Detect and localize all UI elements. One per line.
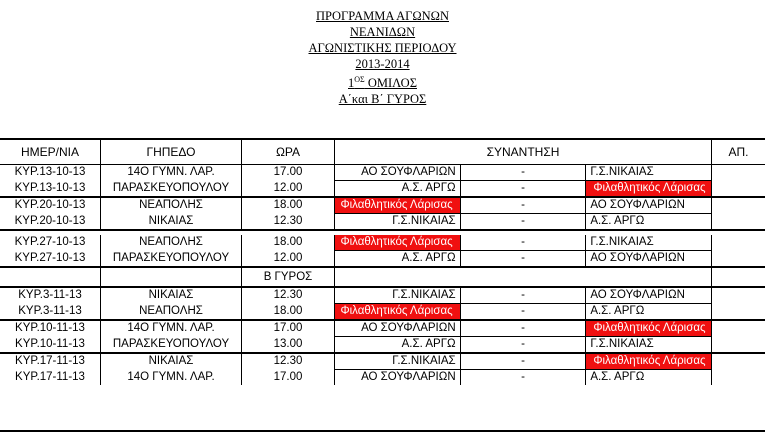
home-team: ΑΟ ΣΟΥΦΛΑΡΙΩΝ [335, 320, 461, 337]
home-team-text: Φιλαθλητικός Λάρισας [337, 199, 455, 211]
match-result [712, 337, 765, 354]
table-row [0, 235, 765, 251]
home-team: Γ.Σ.ΝΙΚΑΙΑΣ [335, 353, 461, 370]
match-separator: - [460, 304, 586, 321]
table-header-row [0, 140, 765, 165]
away-team: Γ.Σ.ΝΙΚΑΙΑΣ [586, 337, 712, 354]
match-time: 13.00 [242, 337, 335, 354]
away-team: Α.Σ. ΑΡΓΩ [586, 304, 712, 321]
away-team: Α.Σ. ΑΡΓΩ [586, 214, 712, 231]
away-team-text: Φιλαθλητικός Λάρισας [590, 322, 708, 334]
table-row [0, 287, 765, 304]
home-team: Α.Σ. ΑΡΓΩ [335, 337, 461, 354]
home-team [335, 304, 461, 321]
match-time: 12.30 [242, 287, 335, 304]
away-team [586, 353, 712, 370]
schedule-table [0, 140, 765, 385]
home-team [335, 197, 461, 214]
match-result [712, 235, 765, 251]
round-b-label: Β ΓΥΡΟΣ [242, 267, 335, 287]
schedule-body [0, 165, 765, 386]
match-date: ΚΥΡ.27-10-13 [0, 251, 101, 268]
match-date: ΚΥΡ.3-11-13 [0, 304, 101, 321]
match-separator: - [460, 197, 586, 214]
match-result [712, 353, 765, 370]
title-line-1: ΠΡΟΓΡΑΜΜΑ ΑΓΩΝΩΝ [0, 8, 765, 24]
match-separator: - [460, 235, 586, 251]
match-time: 18.00 [242, 235, 335, 251]
table-row [0, 165, 765, 181]
match-time: 17.00 [242, 165, 335, 181]
match-venue: ΝΙΚΑΙΑΣ [101, 214, 242, 231]
document-header [0, 8, 765, 107]
match-time: 17.00 [242, 320, 335, 337]
match-date: ΚΥΡ.10-11-13 [0, 337, 101, 354]
col-venue: ΓΗΠΕΔΟ [101, 140, 242, 165]
home-team: ΑΟ ΣΟΥΦΛΑΡΙΩΝ [335, 165, 461, 181]
table-row [0, 181, 765, 198]
match-separator: - [460, 337, 586, 354]
match-separator: - [460, 370, 586, 386]
match-result [712, 251, 765, 268]
match-venue: 14Ο ΓΥΜΝ. ΛΑΡ. [101, 165, 242, 181]
match-venue: ΠΑΡΑΣΚΕΥΟΠΟΥΛΟΥ [101, 181, 242, 198]
match-date: ΚΥΡ.13-10-13 [0, 181, 101, 198]
table-row [0, 197, 765, 214]
col-result: ΑΠ. [712, 140, 765, 165]
match-time: 17.00 [242, 370, 335, 386]
match-venue: ΝΕΑΠΟΛΗΣ [101, 304, 242, 321]
match-time: 12.00 [242, 181, 335, 198]
away-team [586, 181, 712, 198]
match-venue: ΝΕΑΠΟΛΗΣ [101, 197, 242, 214]
match-separator: - [460, 214, 586, 231]
match-venue: ΠΑΡΑΣΚΕΥΟΠΟΥΛΟΥ [101, 251, 242, 268]
home-team: Α.Σ. ΑΡΓΩ [335, 251, 461, 268]
match-result [712, 214, 765, 231]
season: 2013-2014 [0, 56, 765, 72]
away-team: ΑΟ ΣΟΥΦΛΑΡΙΩΝ [586, 251, 712, 268]
match-venue: ΝΕΑΠΟΛΗΣ [101, 235, 242, 251]
col-match: ΣΥΝΑΝΤΗΣΗ [335, 140, 712, 165]
match-separator: - [460, 181, 586, 198]
match-date: ΚΥΡ.13-10-13 [0, 165, 101, 181]
title-line-3: ΑΓΩΝΙΣΤΙΚΗΣ ΠΕΡΙΟΔΟΥ [0, 40, 765, 56]
match-time: 12.30 [242, 214, 335, 231]
match-separator: - [460, 165, 586, 181]
match-venue: 14Ο ΓΥΜΝ. ΛΑΡ. [101, 320, 242, 337]
match-date: ΚΥΡ.20-10-13 [0, 214, 101, 231]
away-team: Γ.Σ.ΝΙΚΑΙΑΣ [586, 235, 712, 251]
match-venue: ΠΑΡΑΣΚΕΥΟΠΟΥΛΟΥ [101, 337, 242, 354]
table-row [0, 353, 765, 370]
match-date: ΚΥΡ.17-11-13 [0, 370, 101, 386]
match-result [712, 197, 765, 214]
col-date: ΗΜΕΡ/ΝΙΑ [0, 140, 101, 165]
table-row [0, 320, 765, 337]
group-title: $1^{O\Sigma}$ ΟΜΙΛΟΣ [0, 72, 765, 91]
match-date: ΚΥΡ.10-11-13 [0, 320, 101, 337]
match-result [712, 181, 765, 198]
home-team: ΑΟ ΣΟΥΦΛΑΡΙΩΝ [335, 370, 461, 386]
match-result [712, 304, 765, 321]
table-row [0, 337, 765, 354]
table-row [0, 370, 765, 386]
away-team-text: Φιλαθλητικός Λάρισας [590, 182, 708, 194]
home-team [335, 235, 461, 251]
match-result [712, 287, 765, 304]
table-row [0, 251, 765, 268]
table-row [0, 304, 765, 321]
match-time: 12.30 [242, 353, 335, 370]
match-venue: 14Ο ΓΥΜΝ. ΛΑΡ. [101, 370, 242, 386]
away-team: Α.Σ. ΑΡΓΩ [586, 370, 712, 386]
away-team-text: Φιλαθλητικός Λάρισας [590, 355, 708, 367]
away-team [586, 320, 712, 337]
round-title: Α΄και Β΄ ΓΥΡΟΣ [0, 91, 765, 107]
table-row [0, 214, 765, 231]
match-date: ΚΥΡ.3-11-13 [0, 287, 101, 304]
match-date: ΚΥΡ.20-10-13 [0, 197, 101, 214]
match-venue: ΝΙΚΑΙΑΣ [101, 287, 242, 304]
match-date: ΚΥΡ.27-10-13 [0, 235, 101, 251]
match-date: ΚΥΡ.17-11-13 [0, 353, 101, 370]
col-time: ΩΡΑ [242, 140, 335, 165]
match-separator: - [460, 320, 586, 337]
away-team: Γ.Σ.ΝΙΚΑΙΑΣ [586, 165, 712, 181]
title-line-2: ΝΕΑΝΙΔΩΝ [0, 24, 765, 40]
match-separator: - [460, 251, 586, 268]
match-result [712, 165, 765, 181]
home-team: Γ.Σ.ΝΙΚΑΙΑΣ [335, 214, 461, 231]
match-time: 18.00 [242, 304, 335, 321]
match-result [712, 320, 765, 337]
away-team: ΑΟ ΣΟΥΦΛΑΡΙΩΝ [586, 197, 712, 214]
home-team: Γ.Σ.ΝΙΚΑΙΑΣ [335, 287, 461, 304]
match-result [712, 370, 765, 386]
match-time: 18.00 [242, 197, 335, 214]
home-team: Α.Σ. ΑΡΓΩ [335, 181, 461, 198]
match-time: 12.00 [242, 251, 335, 268]
match-venue: ΝΙΚΑΙΑΣ [101, 353, 242, 370]
round-b-row [0, 267, 765, 287]
match-separator: - [460, 353, 586, 370]
home-team-text: Φιλαθλητικός Λάρισας [337, 305, 455, 317]
home-team-text: Φιλαθλητικός Λάρισας [337, 236, 455, 248]
away-team: ΑΟ ΣΟΥΦΛΑΡΙΩΝ [586, 287, 712, 304]
match-separator: - [460, 287, 586, 304]
